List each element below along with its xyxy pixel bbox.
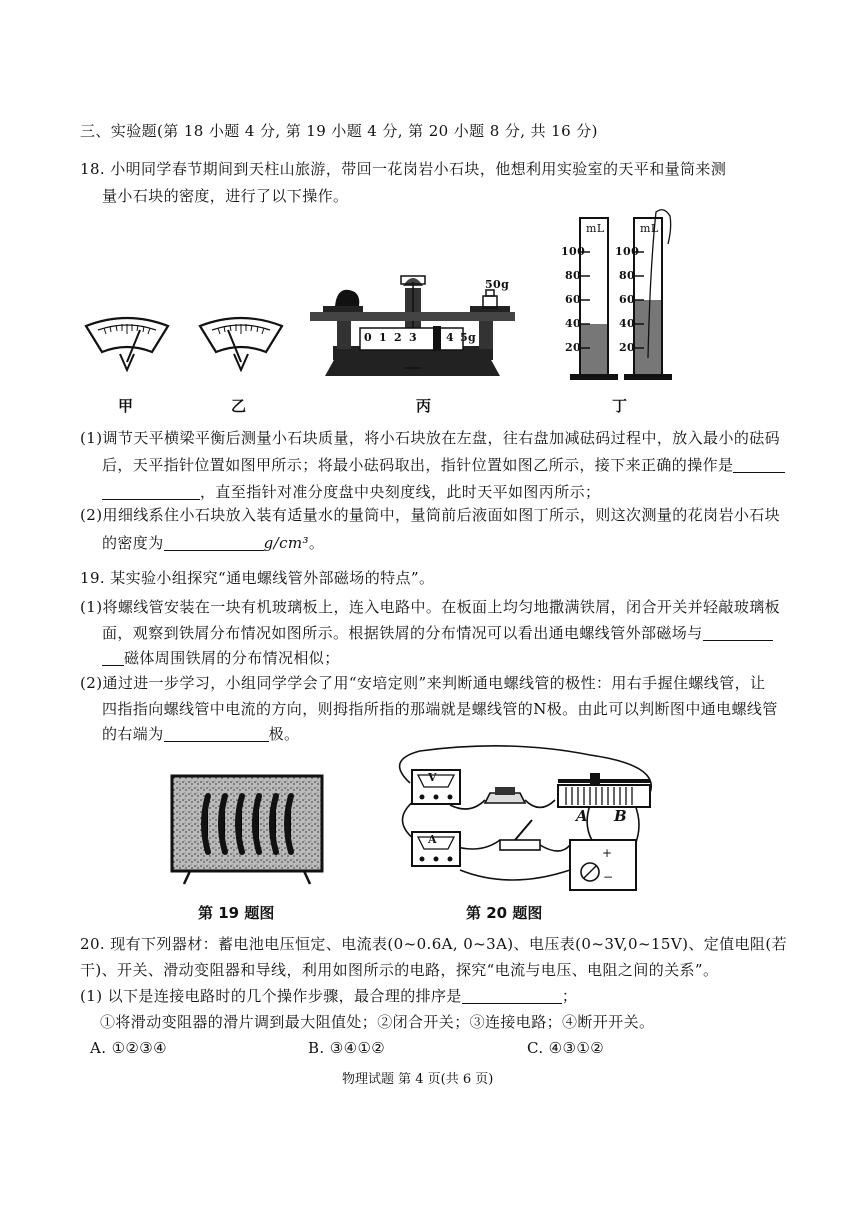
q20-p1-end: ；: [561, 987, 578, 1005]
figure-yi-scale-dial: [196, 312, 286, 372]
voltmeter-label: V: [428, 771, 437, 784]
q19-line1: 19. 某实验小组探究“通电螺线管外部磁场的特点”。: [80, 569, 435, 587]
ruler-tick-1: 1: [379, 331, 388, 344]
answer-blank[interactable]: [102, 650, 124, 666]
q20-p1-text: (1) 以下是连接电路时的几个操作步骤，最合理的排序是: [80, 987, 462, 1005]
q19-p1-line1: (1)将螺线管安装在一块有机玻璃板上，连入电路中。在板面上均匀地撒满铁屑，闭合开关并轻敲玻璃板: [80, 598, 781, 616]
q19-p1-line2: [102, 623, 773, 643]
cyl-right-tick-40: 40: [619, 317, 636, 330]
answer-blank[interactable]: [164, 535, 264, 551]
density-unit: g/cm³: [263, 534, 309, 552]
cyl-left-tick-40: 40: [565, 317, 582, 330]
q18-p1-line3-text: ，直至指针对准分度盘中央刻度线，此时天平如图丙所示；: [200, 483, 601, 501]
q19-p1-line3: [102, 648, 340, 668]
q19-p1-line3-text: 磁体周围铁屑的分布情况相似；: [124, 649, 340, 667]
rheostat-terminal-b: B: [614, 807, 628, 825]
ammeter-label: A: [428, 833, 437, 846]
cylinder-right-unit: mL: [640, 222, 659, 235]
q20-option-c: C. ④③①②: [527, 1039, 605, 1057]
cyl-right-tick-20: 20: [619, 341, 636, 354]
svg-text:+: +: [602, 846, 613, 860]
q18-line1: 18. 小明同学春节期间到天柱山旅游，带回一花岗岩小石块，他想利用实验室的天平和量筒来测: [80, 160, 727, 178]
ruler-tick-0: 0: [364, 331, 373, 344]
q19-p2-line1: (2)通过进一步学习，小组同学学会了用“安培定则”来判断通电螺线管的极性：用右手握住螺线管，让: [80, 674, 766, 692]
cyl-right-tick-100: 100: [615, 245, 640, 258]
rheostat-terminal-a: A: [576, 807, 589, 825]
q20-option-b: B. ③④①②: [308, 1039, 386, 1057]
figure-jia-scale-dial: [82, 312, 172, 372]
cyl-left-tick-60: 60: [565, 293, 582, 306]
q18-p2-line1: (2)用细线系住小石块放入装有适量水的量筒中，量筒前后液面如图丁所示，则这次测量的花岗岩小石块: [80, 506, 781, 524]
cylinder-left-unit: mL: [586, 222, 605, 235]
q18-line2: 量小石块的密度，进行了以下操作。: [102, 187, 349, 205]
answer-blank[interactable]: [703, 625, 773, 641]
fig-label-yi: 乙: [231, 397, 247, 415]
q18-p1-line2: [102, 455, 785, 475]
figure-20-circuit: [390, 745, 680, 895]
fig20-caption: 第 20 题图: [466, 904, 543, 922]
q20-steps: ①将滑动变阻器的滑片调到最大阻值处；②闭合开关；③连接电路；④断开开关。: [100, 1013, 655, 1031]
q18-p1-line2-text: 后，天平指针位置如图甲所示；将最小砝码取出，指针位置如图乙所示，接下来正确的操作是: [102, 456, 734, 474]
q20-line2: 干)、开关、滑动变阻器和导线，利用如图所示的电路，探究“电流与电压、电阻之间的关系”。: [80, 961, 719, 979]
ruler-tick-2: 2: [394, 331, 403, 344]
q18-p2-line2-text: 的密度为: [102, 534, 164, 552]
ruler-tick-3: 3: [409, 331, 418, 344]
cyl-left-tick-100: 100: [561, 245, 586, 258]
section-header: 三、实验题(第 18 小题 4 分, 第 19 小题 4 分, 第 20 小题 8 分, 共 16 分): [80, 122, 598, 140]
ruler-tick-5g: 5g: [460, 331, 477, 344]
q18-p1-line1: (1)调节天平横梁平衡后测量小石块质量，将小石块放在左盘，往右盘加减砝码过程中，放入最小的砝码: [80, 429, 781, 447]
q18-p2-end: 。: [308, 534, 325, 552]
fig-label-jia: 甲: [118, 397, 134, 415]
q19-p2-line2: 四指指向螺线管中电流的方向，则拇指所指的那端就是螺线管的N极。由此可以判断图中通电螺线管: [102, 700, 778, 718]
q19-p2-line3-text: 的右端为: [102, 725, 164, 743]
q18-p2-line2: [102, 533, 324, 553]
q20-line1: 20. 现有下列器材：蓄电池电压恒定、电流表(0~0.6A, 0~3A)、电压表(0~3V,0~15V)、定值电阻(若: [80, 935, 787, 953]
fig19-caption: 第 19 题图: [198, 904, 275, 922]
figure-19-solenoid-filings: [170, 774, 325, 886]
answer-blank[interactable]: [462, 988, 562, 1004]
cyl-right-tick-80: 80: [619, 269, 636, 282]
cyl-right-tick-60: 60: [619, 293, 636, 306]
answer-blank[interactable]: [102, 484, 200, 500]
fig-label-ding: 丁: [612, 397, 628, 415]
answer-blank[interactable]: [164, 726, 269, 742]
page-footer: 物理试题 第 4 页(共 6 页): [342, 1072, 494, 1087]
cyl-left-tick-20: 20: [565, 341, 582, 354]
q19-p1-line2-text: 面，观察到铁屑分布情况如图所示。根据铁屑的分布情况可以看出通电螺线管外部磁场与: [102, 624, 703, 642]
q20-option-a: A. ①②③④: [90, 1039, 167, 1057]
cyl-left-tick-80: 80: [565, 269, 582, 282]
q18-p1-line3: [102, 482, 600, 502]
q19-p2-end: 极。: [268, 725, 300, 743]
answer-blank[interactable]: [733, 457, 785, 473]
ruler-tick-4: 4: [446, 331, 455, 344]
q20-p1-line1: [80, 986, 577, 1006]
svg-text:−: −: [603, 870, 614, 884]
weight-label: 50g: [485, 278, 510, 291]
q19-p2-line3: [102, 724, 299, 744]
fig-label-bing: 丙: [416, 397, 432, 415]
